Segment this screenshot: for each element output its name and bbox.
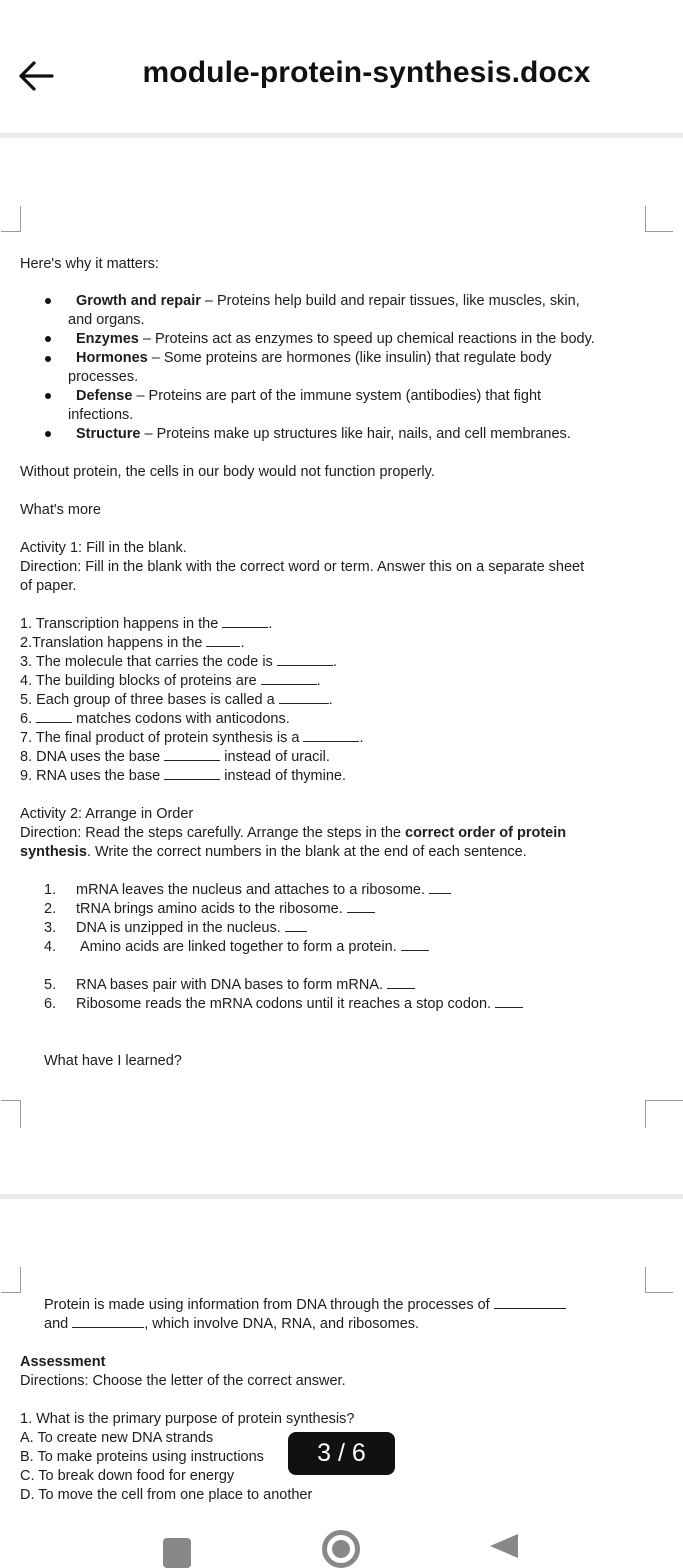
bullet [45,356,51,362]
list-item: Hormones – Some proteins are hormones (like insulin) that regulate body [76,350,552,366]
page-corner-mark [645,1267,674,1293]
answer-blank [347,900,375,913]
step-item: tRNA brings amino acids to the ribosome. [76,900,375,919]
answer-blank [277,653,333,666]
answer-blank [387,976,415,989]
activity-direction: of paper. [20,578,77,594]
step-number: 2. [44,901,57,917]
fill-question: 5. Each group of three bases is called a . [20,692,333,708]
page-indicator: 3 / 6 [288,1432,395,1475]
answer-option: D. To move the cell from one place to another [20,1487,313,1503]
answer-blank [164,748,220,761]
answer-blank [401,938,429,951]
step-item: RNA bases pair with DNA bases to form mRNA. [76,976,415,995]
step-item: DNA is unzipped in the nucleus. [76,919,307,938]
assessment-directions: Directions: Choose the letter of the correct answer. [20,1373,346,1389]
page-corner-mark [645,206,674,232]
activity-direction: synthesis. Write the correct numbers in the blank at the end of each sentence. [20,844,527,860]
answer-blank [164,767,220,780]
step-number: 5. [44,977,57,993]
list-item-continuation: processes. [68,369,139,385]
recent-apps-icon[interactable] [163,1538,191,1568]
paragraph: Without protein, the cells in our body would not function properly. [20,464,435,480]
answer-blank [495,995,523,1008]
fill-question: 6. matches codons with anticodons. [20,711,290,727]
bullet [45,393,51,399]
header-divider [0,133,683,138]
step-number: 4. [44,939,57,955]
fill-question: 3. The molecule that carries the code is . [20,654,337,670]
answer-option: B. To make proteins using instructions [20,1449,264,1465]
activity-direction: Direction: Fill in the blank with the correct word or term. Answer this on a separate sheet [20,559,585,575]
fill-question: 9. RNA uses the base instead of thymine. [20,768,347,784]
page-corner-mark [0,206,21,232]
step-item: Amino acids are linked together to form a protein. [80,938,429,957]
step-item: Ribosome reads the mRNA codons until it reaches a stop codon. [76,995,523,1014]
list-item: Defense – Proteins are part of the immune system (antibodies) that fight [76,388,542,404]
list-item-continuation: and organs. [68,312,145,328]
fill-question: 4. The building blocks of proteins are . [20,673,321,689]
back-triangle-icon[interactable] [490,1534,518,1558]
answer-blank [279,691,329,704]
answer-blank [261,672,317,685]
bullet [45,298,51,304]
page-corner-mark [645,1100,683,1128]
section-heading: Assessment [20,1354,106,1370]
fill-question: 8. DNA uses the base instead of uracil. [20,749,330,765]
list-item: Structure – Proteins make up structures like hair, nails, and cell membranes. [76,426,571,442]
page-corner-mark [0,1267,21,1293]
list-item: Growth and repair – Proteins help build and repair tissues, like muscles, skin, [76,293,580,309]
fill-question: 2.Translation happens in the . [20,635,245,651]
bullet [45,431,51,437]
answer-option: A. To create new DNA strands [20,1430,214,1446]
answer-blank [72,1315,144,1328]
list-item: Enzymes – Proteins act as enzymes to speed up chemical reactions in the body. [76,331,595,347]
home-icon[interactable] [322,1530,360,1568]
page-divider [0,1194,683,1199]
learned-sentence: and , which involve DNA, RNA, and ribosomes. [44,1316,420,1332]
step-item: mRNA leaves the nucleus and attaches to a ribosome. [76,881,451,900]
page-corner-mark [0,1100,21,1128]
section-heading: What's more [20,502,101,518]
fill-question: 7. The final product of protein synthesis is a . [20,730,364,746]
step-number: 6. [44,996,57,1012]
step-number: 1. [44,882,57,898]
answer-blank [429,881,451,894]
answer-option: C. To break down food for energy [20,1468,235,1484]
activity-title: Activity 2: Arrange in Order [20,806,194,822]
assessment-question: 1. What is the primary purpose of protein synthesis? [20,1411,355,1427]
answer-blank [222,615,268,628]
learned-sentence: Protein is made using information from DNA through the processes of [44,1296,566,1315]
section-heading: What have I learned? [44,1053,182,1069]
answer-blank [285,919,307,932]
section-heading: Here's why it matters: [20,256,159,272]
fill-question: 1. Transcription happens in the . [20,616,273,632]
bullet [45,336,51,342]
answer-blank [206,634,240,647]
list-item-continuation: infections. [68,407,134,423]
document-title: module-protein-synthesis.docx [142,56,591,89]
answer-blank [36,710,72,723]
activity-direction: Direction: Read the steps carefully. Arrange the steps in the correct order of protein [20,825,567,841]
answer-blank [494,1296,566,1309]
answer-blank [303,729,359,742]
activity-title: Activity 1: Fill in the blank. [20,540,187,556]
step-number: 3. [44,920,57,936]
